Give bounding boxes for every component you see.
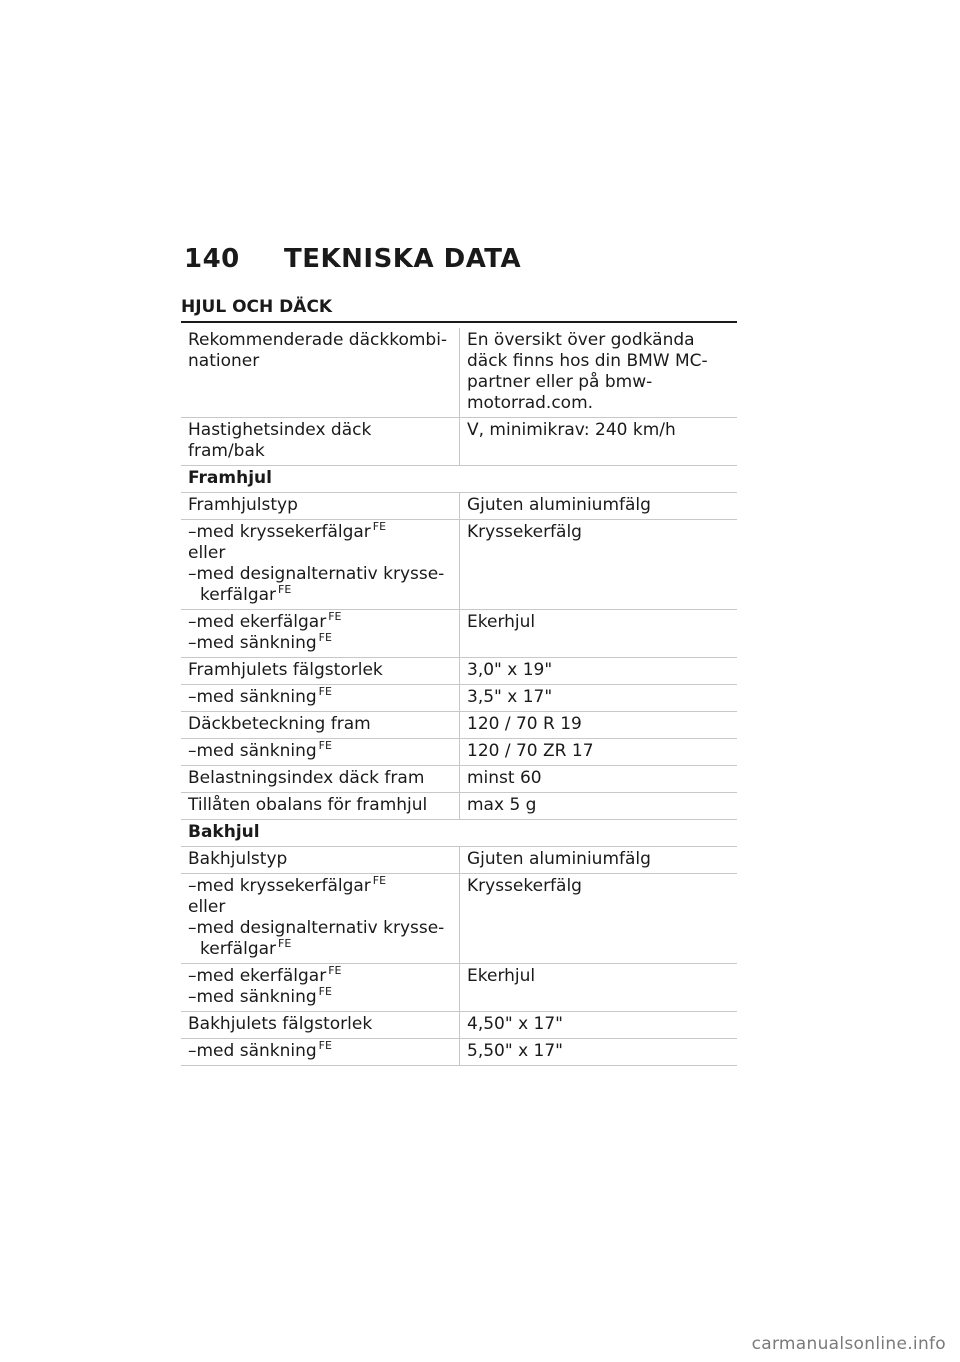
label-text: kerfälgar xyxy=(200,939,277,959)
label-text: –med sänkning xyxy=(188,1041,317,1061)
label-line: nationer xyxy=(188,351,260,371)
table-row xyxy=(181,520,737,610)
row-value xyxy=(460,328,738,418)
row-label xyxy=(181,874,460,964)
value-line: partner eller på bmw- xyxy=(467,372,653,392)
row-label: Tillåten obalans för framhjul xyxy=(181,793,460,820)
table-row xyxy=(181,874,737,964)
label-line xyxy=(188,939,453,960)
spec-table xyxy=(181,328,737,1066)
footnote-mark: FE xyxy=(328,610,342,623)
row-value: Kryssekerfälg xyxy=(460,520,738,610)
table-section-header xyxy=(181,820,737,847)
footnote-mark: FE xyxy=(318,685,332,698)
value-line: En översikt över godkända xyxy=(467,330,695,350)
label-text: –med ekerfälgar xyxy=(188,966,327,986)
table-row xyxy=(181,610,737,658)
label-text: –med kryssekerfälgar xyxy=(188,522,371,542)
page-header xyxy=(184,244,521,274)
row-label xyxy=(181,610,460,658)
row-value: minst 60 xyxy=(460,766,738,793)
row-label: Framhjulstyp xyxy=(181,493,460,520)
section-header-front: Framhjul xyxy=(181,466,737,493)
row-label: Framhjulets fälgstorlek xyxy=(181,658,460,685)
watermark: carmanualsonline.info xyxy=(751,1334,946,1354)
footnote-mark: FE xyxy=(318,1039,332,1052)
table-row xyxy=(181,658,737,685)
row-value: Gjuten aluminiumfälg xyxy=(460,847,738,874)
label-text: –med sänkning xyxy=(188,741,317,761)
table-row xyxy=(181,685,737,712)
row-value: V, minimikrav: 240 km/h xyxy=(460,418,738,466)
label-line: –med designalternativ krysse- xyxy=(188,918,445,938)
row-value: 120 / 70 ZR 17 xyxy=(460,739,738,766)
row-label xyxy=(181,964,460,1012)
section-title: HJUL OCH DÄCK xyxy=(181,297,737,323)
row-label xyxy=(181,520,460,610)
table-row xyxy=(181,328,737,418)
label-line xyxy=(188,966,453,987)
footnote-mark: FE xyxy=(318,985,332,998)
row-value: 3,0" x 19" xyxy=(460,658,738,685)
label-line: Rekommenderade däckkombi- xyxy=(188,330,448,350)
table-row xyxy=(181,1012,737,1039)
section-header-rear: Bakhjul xyxy=(181,820,737,847)
table-row xyxy=(181,766,737,793)
row-label xyxy=(181,1039,460,1066)
label-line: eller xyxy=(188,897,226,917)
row-label: Däckbeteckning fram xyxy=(181,712,460,739)
row-value: 3,5" x 17" xyxy=(460,685,738,712)
row-value: Ekerhjul xyxy=(460,610,738,658)
footnote-mark: FE xyxy=(318,631,332,644)
table-row xyxy=(181,712,737,739)
row-label xyxy=(181,328,460,418)
page-number: 140 xyxy=(184,244,240,274)
label-line xyxy=(188,987,453,1008)
table-row xyxy=(181,1039,737,1066)
label-text: –med sänkning xyxy=(188,633,317,653)
row-value: 4,50" x 17" xyxy=(460,1012,738,1039)
label-text: –med ekerfälgar xyxy=(188,612,327,632)
label-text: –med kryssekerfälgar xyxy=(188,876,371,896)
label-text: kerfälgar xyxy=(200,585,277,605)
row-label: Bakhjulets fälgstorlek xyxy=(181,1012,460,1039)
table-row xyxy=(181,964,737,1012)
row-value: Kryssekerfälg xyxy=(460,874,738,964)
row-value: max 5 g xyxy=(460,793,738,820)
table-section-header xyxy=(181,466,737,493)
table-row xyxy=(181,739,737,766)
row-label xyxy=(181,739,460,766)
row-value: Ekerhjul xyxy=(460,964,738,1012)
row-label: Hastighetsindex däck fram/bak xyxy=(181,418,460,466)
footnote-mark: FE xyxy=(372,874,387,887)
chapter-title: TEKNISKA DATA xyxy=(284,244,522,274)
footnote-mark: FE xyxy=(372,520,387,533)
row-value: 5,50" x 17" xyxy=(460,1039,738,1066)
row-label: Belastningsindex däck fram xyxy=(181,766,460,793)
label-line xyxy=(188,633,453,654)
value-line: motorrad.com. xyxy=(467,393,594,413)
label-line: eller xyxy=(188,543,226,563)
table-row xyxy=(181,847,737,874)
footnote-mark: FE xyxy=(328,964,342,977)
label-line xyxy=(188,876,453,897)
table-row xyxy=(181,793,737,820)
value-line: däck finns hos din BMW MC- xyxy=(467,351,708,371)
table-row xyxy=(181,493,737,520)
table-row xyxy=(181,418,737,466)
row-label xyxy=(181,685,460,712)
footnote-mark: FE xyxy=(278,937,292,950)
footnote-mark: FE xyxy=(278,583,292,596)
row-value: 120 / 70 R 19 xyxy=(460,712,738,739)
label-text: –med sänkning xyxy=(188,687,317,707)
label-text: –med sänkning xyxy=(188,987,317,1007)
footnote-mark: FE xyxy=(318,739,332,752)
label-line xyxy=(188,585,453,606)
row-label: Bakhjulstyp xyxy=(181,847,460,874)
row-value: Gjuten aluminiumfälg xyxy=(460,493,738,520)
label-line xyxy=(188,522,453,543)
label-line xyxy=(188,612,453,633)
label-line: –med designalternativ krysse- xyxy=(188,564,445,584)
